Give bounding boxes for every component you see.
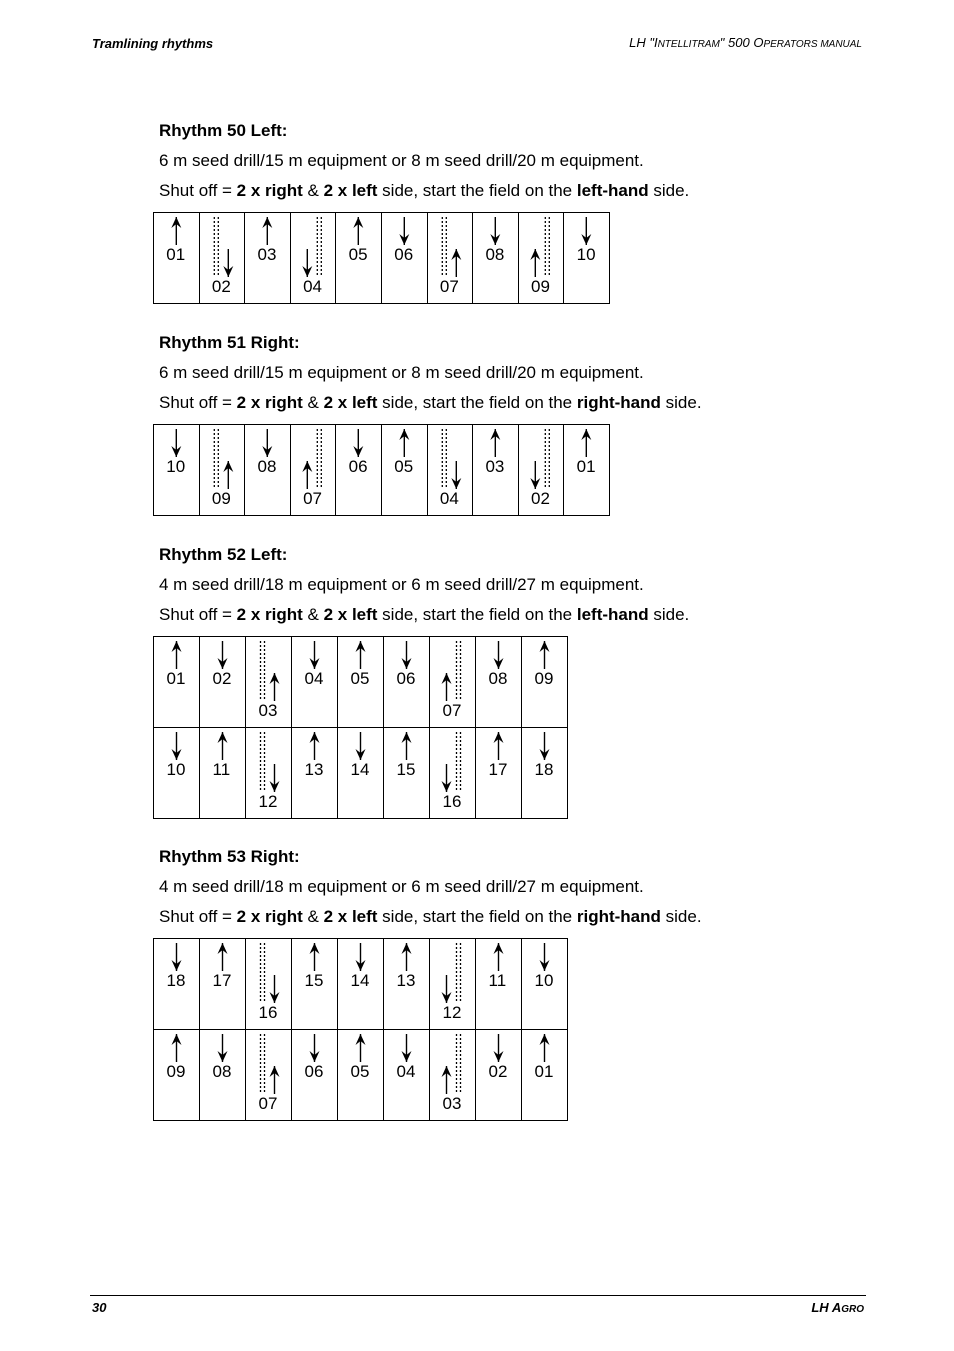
pass-number: 05 (348, 245, 368, 264)
pass-number: 06 (396, 669, 416, 688)
rhythm-equipment: 4 m seed drill/18 m equipment or 6 m seed drill/27 m equipment. (159, 575, 644, 594)
pass-cell (200, 1030, 246, 1121)
tramline-cell (427, 425, 473, 516)
footer-brand-initial: LH A (811, 1300, 842, 1315)
pass-cell (476, 728, 522, 819)
tramline-rhythm-table (153, 938, 568, 1121)
rhythm-shutoff (159, 907, 702, 927)
rhythm-section (159, 847, 702, 927)
pass-number: 09 (211, 489, 231, 508)
shutoff-text: side. (648, 181, 690, 200)
pass-number: 18 (534, 760, 554, 779)
shutoff-emphasis: left-hand (576, 181, 649, 200)
shutoff-text: side, start the field on the (377, 907, 577, 926)
pass-number: 10 (576, 245, 596, 264)
pass-number: 09 (166, 1062, 186, 1081)
table-row (154, 1030, 568, 1121)
pass-cell (154, 213, 200, 304)
tramline-rhythm-table (153, 636, 568, 819)
pass-number: 13 (304, 760, 324, 779)
pass-cell (200, 637, 246, 728)
shutoff-text: Shut off = (159, 907, 237, 926)
shutoff-emphasis: 2 x right (236, 605, 303, 624)
tramline-cell (246, 939, 292, 1030)
pass-number: 01 (166, 669, 186, 688)
pass-cell (336, 213, 382, 304)
table-row (154, 728, 568, 819)
pass-cell (473, 425, 519, 516)
rhythm-shutoff (159, 605, 689, 625)
pass-cell (522, 637, 568, 728)
pass-number: 03 (257, 245, 277, 264)
tramline-cell (430, 728, 476, 819)
header-prefix: LH (629, 35, 650, 50)
shutoff-text: side, start the field on the (377, 605, 577, 624)
running-header-right (629, 35, 862, 50)
table-row (154, 637, 568, 728)
pass-cell (476, 939, 522, 1030)
pass-number: 16 (258, 1003, 278, 1022)
rhythm-equipment: 4 m seed drill/18 m equipment or 6 m seed drill/27 m equipment. (159, 877, 644, 896)
shutoff-text: side. (660, 907, 702, 926)
header-manual-rest: PERATORS MANUAL (763, 39, 862, 50)
pass-cell (200, 728, 246, 819)
tramline-rhythm-table (153, 212, 610, 304)
tramline-cell (518, 213, 564, 304)
pass-number: 16 (442, 792, 462, 811)
pass-number: 07 (258, 1094, 278, 1113)
pass-number: 08 (257, 457, 277, 476)
pass-cell (154, 939, 200, 1030)
shutoff-text: side. (660, 393, 702, 412)
pass-number: 02 (212, 669, 232, 688)
pass-number: 04 (396, 1062, 416, 1081)
pass-cell (154, 425, 200, 516)
pass-number: 06 (394, 245, 414, 264)
shutoff-emphasis: 2 x right (236, 181, 303, 200)
pass-number: 14 (350, 971, 370, 990)
pass-cell (338, 637, 384, 728)
tramline-cell (430, 637, 476, 728)
pass-number: 04 (304, 669, 324, 688)
pass-number: 08 (485, 245, 505, 264)
pass-number: 13 (396, 971, 416, 990)
pass-cell (564, 425, 610, 516)
tramline-cell (199, 425, 245, 516)
tramline-cell (430, 939, 476, 1030)
pass-number: 10 (166, 457, 186, 476)
tramline-cell (290, 425, 336, 516)
pass-number: 12 (442, 1003, 462, 1022)
pass-cell (292, 637, 338, 728)
shutoff-emphasis: 2 x left (323, 605, 378, 624)
pass-number: 03 (485, 457, 505, 476)
shutoff-text: side, start the field on the (377, 181, 577, 200)
pass-number: 11 (212, 760, 231, 779)
pass-cell (154, 637, 200, 728)
shutoff-text: & (302, 393, 324, 412)
tramline-cell (430, 1030, 476, 1121)
pass-cell (336, 425, 382, 516)
pass-number: 17 (212, 971, 232, 990)
pass-number: 04 (439, 489, 459, 508)
pass-cell (384, 637, 430, 728)
footer-brand (811, 1300, 864, 1315)
shutoff-text: & (302, 907, 324, 926)
pass-number: 17 (488, 760, 508, 779)
tramline-rhythm-table (153, 424, 610, 516)
pass-number: 06 (304, 1062, 324, 1081)
pass-number: 10 (166, 760, 186, 779)
tramline-cell (518, 425, 564, 516)
shutoff-emphasis: 2 x left (323, 907, 378, 926)
pass-number: 14 (350, 760, 370, 779)
rhythm-title: Rhythm 52 Left: (159, 545, 288, 564)
pass-number: 01 (534, 1062, 554, 1081)
header-manual-initial: O (753, 35, 764, 50)
pass-cell (245, 213, 291, 304)
pass-cell (154, 1030, 200, 1121)
rhythm-equipment: 6 m seed drill/15 m equipment or 8 m seed drill/20 m equipment. (159, 363, 644, 382)
pass-cell (200, 939, 246, 1030)
pass-number: 11 (488, 971, 507, 990)
tramline-cell (246, 637, 292, 728)
rhythm-equipment: 6 m seed drill/15 m equipment or 8 m seed drill/20 m equipment. (159, 151, 644, 170)
shutoff-emphasis: 2 x right (236, 393, 303, 412)
pass-number: 15 (396, 760, 416, 779)
pass-cell (476, 637, 522, 728)
shutoff-emphasis: left-hand (576, 605, 649, 624)
rhythm-title: Rhythm 50 Left: (159, 121, 288, 140)
pass-cell (522, 1030, 568, 1121)
pass-cell (473, 213, 519, 304)
pass-cell (338, 1030, 384, 1121)
pass-number: 02 (211, 277, 231, 296)
rhythm-section (159, 333, 702, 413)
pass-cell (384, 1030, 430, 1121)
header-left-text: Tramlining rhythms (92, 36, 214, 51)
shutoff-text: side, start the field on the (377, 393, 577, 412)
footer-brand-rest: GRO (841, 1304, 864, 1315)
pass-number: 08 (488, 669, 508, 688)
pass-number: 02 (531, 489, 550, 508)
pass-number: 05 (350, 669, 370, 688)
pass-cell (381, 213, 427, 304)
shutoff-text: side. (648, 605, 690, 624)
pass-cell (381, 425, 427, 516)
pass-number: 07 (439, 277, 459, 296)
header-brand-rest: NTELLITRAM (657, 39, 720, 50)
pass-number: 05 (350, 1062, 370, 1081)
pass-cell (292, 939, 338, 1030)
pass-number: 06 (348, 457, 368, 476)
pass-cell (476, 1030, 522, 1121)
rhythm-section (159, 545, 689, 625)
shutoff-text: & (302, 605, 324, 624)
pass-number: 03 (442, 1094, 462, 1113)
pass-cell (245, 425, 291, 516)
shutoff-emphasis: 2 x right (236, 907, 303, 926)
pass-number: 01 (166, 245, 186, 264)
rhythm-section (159, 121, 689, 201)
pass-number: 05 (394, 457, 414, 476)
pass-cell (384, 939, 430, 1030)
pass-number: 18 (166, 971, 186, 990)
pass-cell (338, 939, 384, 1030)
pass-number: 15 (304, 971, 324, 990)
shutoff-emphasis: right-hand (576, 907, 661, 926)
rhythm-shutoff (159, 393, 702, 413)
pass-number: 09 (534, 669, 554, 688)
table-row (154, 939, 568, 1030)
pass-cell (564, 213, 610, 304)
shutoff-emphasis: 2 x left (323, 393, 378, 412)
shutoff-text: & (302, 181, 324, 200)
table-row (154, 213, 610, 304)
rhythm-shutoff (159, 181, 689, 201)
pass-cell (292, 1030, 338, 1121)
pass-cell (292, 728, 338, 819)
pass-number: 04 (303, 277, 322, 296)
footer-rule (90, 1295, 866, 1296)
tramline-cell (427, 213, 473, 304)
pass-cell (338, 728, 384, 819)
tramline-cell (246, 728, 292, 819)
shutoff-emphasis: right-hand (576, 393, 661, 412)
pass-cell (522, 728, 568, 819)
pass-number: 07 (442, 701, 462, 720)
pass-number: 08 (212, 1062, 232, 1081)
pass-number: 02 (488, 1062, 508, 1081)
pass-number: 03 (258, 701, 278, 720)
pass-cell (154, 728, 200, 819)
tramline-cell (290, 213, 336, 304)
pass-number: 12 (258, 792, 278, 811)
shutoff-text: Shut off = (159, 605, 237, 624)
pass-number: 01 (576, 457, 596, 476)
pass-cell (522, 939, 568, 1030)
rhythm-title: Rhythm 53 Right: (159, 847, 300, 866)
shutoff-text: Shut off = (159, 181, 237, 200)
table-row (154, 425, 610, 516)
pass-number: 07 (303, 489, 322, 508)
running-header-left (92, 36, 213, 51)
pass-number: 09 (531, 277, 550, 296)
pass-number: 10 (534, 971, 554, 990)
header-model: " 500 (719, 35, 754, 50)
shutoff-emphasis: 2 x left (323, 181, 378, 200)
shutoff-text: Shut off = (159, 393, 237, 412)
header-brand-initial: "I (649, 35, 658, 50)
pass-cell (384, 728, 430, 819)
page-number: 30 (92, 1300, 107, 1315)
tramline-cell (246, 1030, 292, 1121)
rhythm-title: Rhythm 51 Right: (159, 333, 300, 352)
tramline-cell (199, 213, 245, 304)
